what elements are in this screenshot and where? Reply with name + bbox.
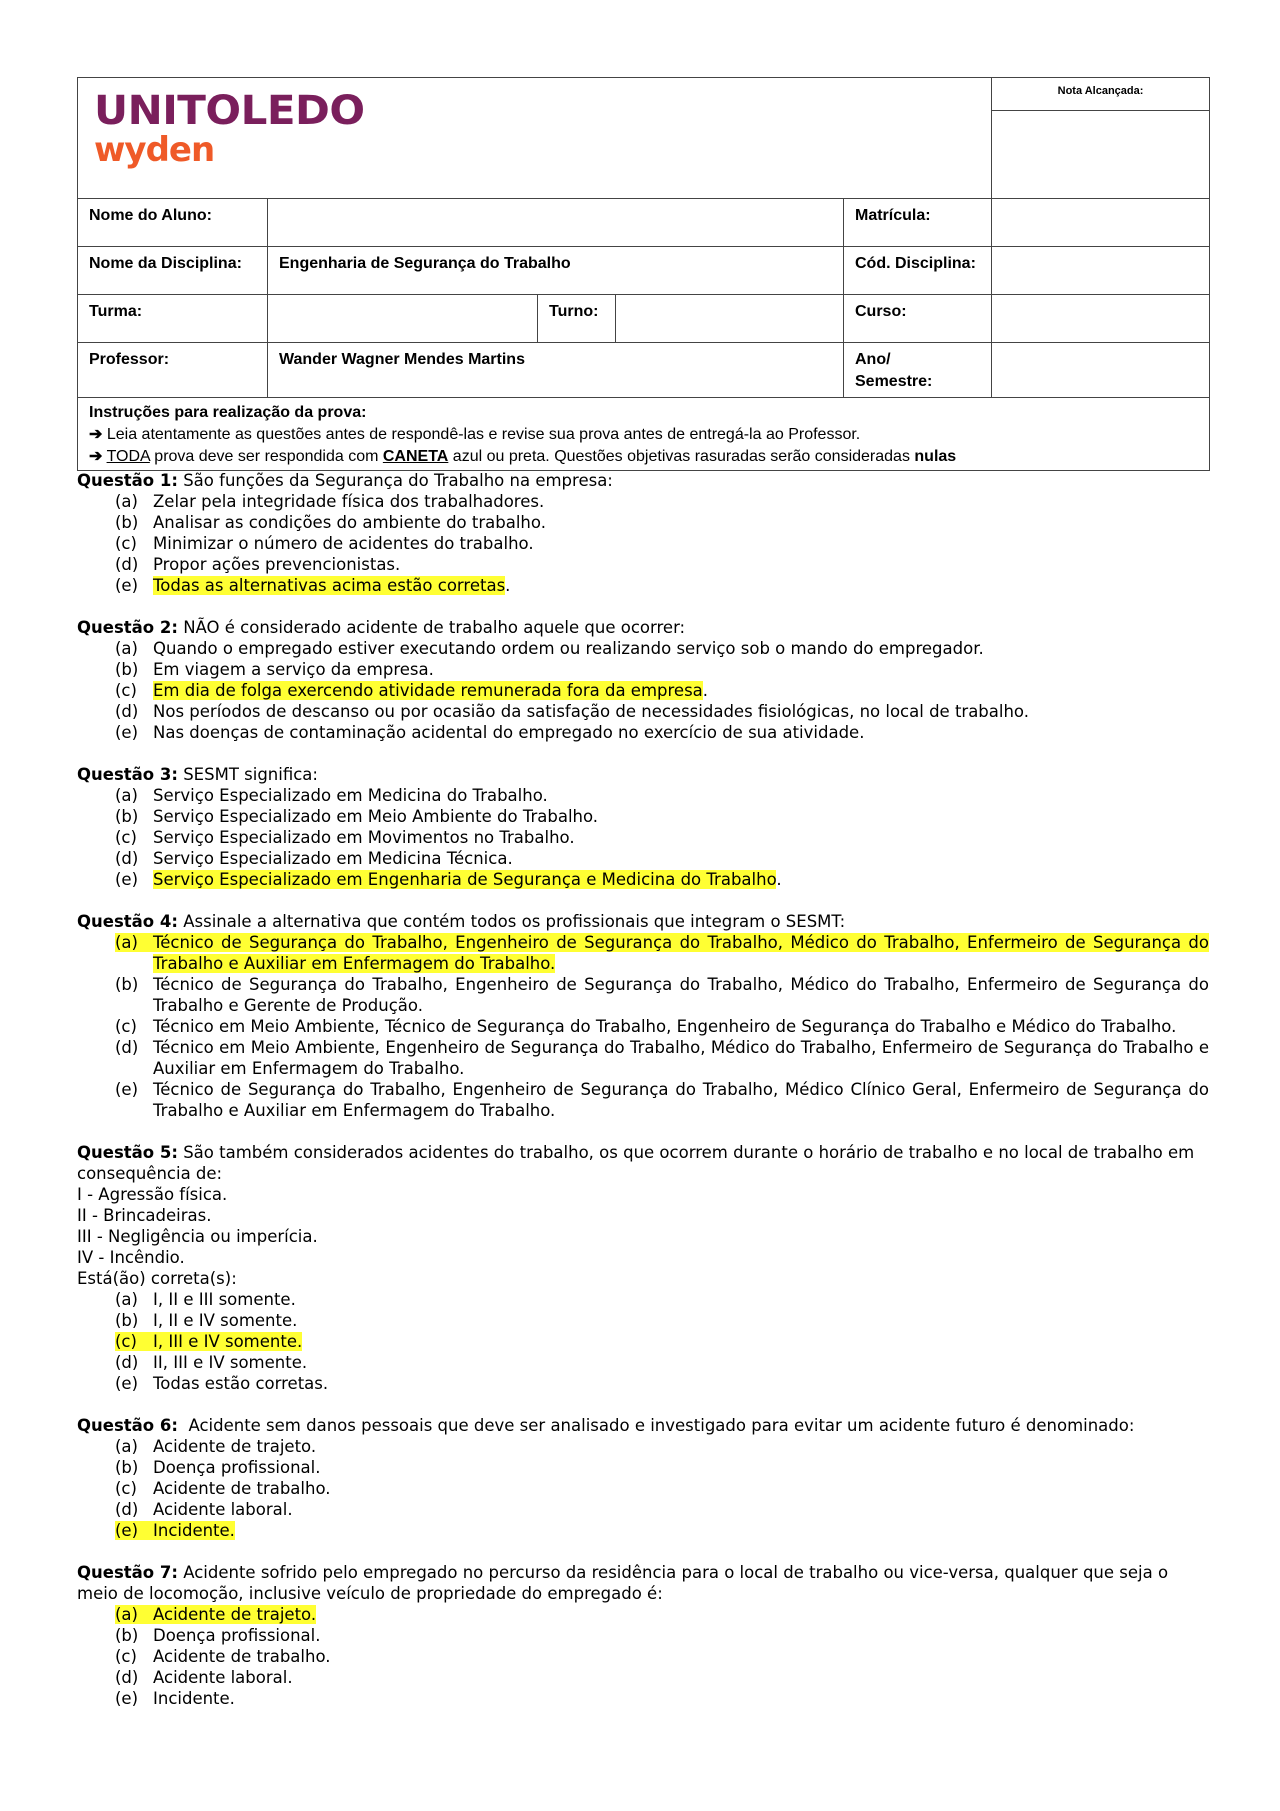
option-text-wrap: [153, 659, 1209, 680]
option-text-wrap: [153, 491, 1209, 512]
option-text: Acidente de trabalho.: [153, 1647, 331, 1666]
ano-semestre-field[interactable]: [992, 343, 1210, 398]
option-text-wrap: [153, 1373, 1209, 1394]
answer-option[interactable]: [77, 1331, 1209, 1352]
questions-list: [77, 470, 1209, 1730]
option-text: Acidente de trabalho.: [153, 1479, 331, 1498]
option-text-wrap: [153, 932, 1209, 974]
option-text: Técnico de Segurança do Trabalho, Engenheiro de Segurança do Trabalho, Médico do Trabalho, Enfermeiro de Segurança do Trabalho e Gerente de Produção.: [153, 975, 1209, 1015]
option-text-wrap: [153, 848, 1209, 869]
option-letter: (e): [115, 1689, 139, 1708]
cod-disciplina-field[interactable]: [992, 247, 1210, 295]
question-statement: São funções da Segurança do Trabalho na empresa:: [177, 471, 613, 490]
answer-option[interactable]: [77, 1688, 1209, 1709]
option-letter: (e): [115, 870, 139, 889]
question-statement: SESMT significa:: [177, 765, 318, 784]
option-letter: (a): [115, 1437, 138, 1456]
answer-option[interactable]: [77, 827, 1209, 848]
option-letter: (b): [115, 807, 139, 826]
instructions: [78, 398, 1210, 471]
answer-option[interactable]: [77, 659, 1209, 680]
option-text: II, III e IV somente.: [153, 1353, 308, 1372]
cod-disciplina-label: Cód. Disciplina:: [844, 247, 992, 295]
option-text: I, II e III somente.: [153, 1290, 296, 1309]
option-text: Doença profissional.: [153, 1626, 321, 1645]
option-text-wrap: [153, 1037, 1209, 1079]
option-letter: [115, 932, 153, 974]
answer-option[interactable]: [77, 512, 1209, 533]
curso-field[interactable]: [992, 295, 1210, 343]
question-label: Questão 7:: [77, 1563, 178, 1582]
question-label: Questão 1:: [77, 471, 178, 490]
option-text-wrap: [153, 1499, 1209, 1520]
option-text-wrap: [153, 785, 1209, 806]
matricula-label: Matrícula:: [844, 199, 992, 247]
question-text: [77, 470, 1209, 491]
logo-cell: [78, 78, 992, 199]
turma-field[interactable]: [268, 295, 538, 343]
aluno-field[interactable]: [268, 199, 844, 247]
exam-header-table: [77, 77, 1210, 471]
option-letter: (b): [115, 660, 139, 679]
option-text-wrap: [153, 554, 1209, 575]
question-label: Questão 5:: [77, 1143, 178, 1162]
option-text: Acidente de trajeto.: [153, 1437, 317, 1456]
answer-option[interactable]: [77, 1478, 1209, 1499]
question-5: [77, 1142, 1209, 1394]
option-text: I, II e IV somente.: [153, 1311, 298, 1330]
answer-option[interactable]: [77, 491, 1209, 512]
option-suffix: .: [776, 870, 782, 889]
option-text-wrap: [153, 1310, 1209, 1331]
option-letter: (d): [115, 1353, 139, 1372]
option-text-wrap: [153, 512, 1209, 533]
option-text: Acidente laboral.: [153, 1500, 293, 1519]
matricula-field[interactable]: [992, 199, 1210, 247]
option-text: Serviço Especializado em Medicina Técnica.: [153, 849, 513, 868]
instructions-title: Instruções para realização da prova:: [89, 404, 367, 421]
option-text: I, III e IV somente.: [153, 1332, 303, 1351]
option-text: Serviço Especializado em Engenharia de Segurança e Medicina do Trabalho: [153, 870, 777, 889]
question-3: [77, 764, 1209, 890]
answer-option[interactable]: [77, 1646, 1209, 1667]
option-letter-highlight: (a): [115, 1605, 158, 1624]
answer-option[interactable]: [77, 1037, 1209, 1079]
arrow-icon: ➔: [89, 448, 103, 465]
question-1: [77, 470, 1209, 596]
answer-option[interactable]: [77, 1667, 1209, 1688]
option-text-wrap: [153, 1016, 1209, 1037]
option-letter: [115, 1331, 153, 1352]
option-text-wrap: [153, 1478, 1209, 1499]
option-text: Acidente de trajeto.: [153, 1605, 317, 1624]
semestre-label: Semestre:: [855, 373, 933, 390]
option-letter: (d): [115, 1668, 139, 1687]
unitoledo-logo: UNITOLEDO: [94, 88, 365, 134]
answer-option[interactable]: [77, 701, 1209, 722]
aluno-label: Nome do Aluno:: [78, 199, 268, 247]
answer-option[interactable]: [77, 1604, 1209, 1625]
question-statement: São também considerados acidentes do trabalho, os que ocorrem durante o horário de trabalho e no local de trabalho em consequência de:: [77, 1143, 1200, 1183]
wyden-logo: wyden: [94, 130, 215, 170]
option-letter: [115, 1604, 153, 1625]
professor-value: Wander Wagner Mendes Martins: [268, 343, 844, 398]
option-text-wrap: [153, 869, 1209, 890]
curso-label: Curso:: [844, 295, 992, 343]
option-text-wrap: [153, 1520, 1209, 1541]
option-letter: (e): [115, 1374, 139, 1393]
question-2: [77, 617, 1209, 743]
option-text: Propor ações prevencionistas.: [153, 555, 401, 574]
option-letter: (e): [115, 723, 139, 742]
option-letter: (a): [115, 639, 138, 658]
instruction-text-2b: azul ou preta. Questões objetivas rasuradas serão consideradas: [448, 448, 915, 465]
option-text-wrap: [153, 680, 1209, 701]
option-text-wrap: [153, 1289, 1209, 1310]
answer-option[interactable]: [77, 1436, 1209, 1457]
instruction-caneta: CANETA: [382, 448, 449, 465]
option-text: Em dia de folga exercendo atividade remunerada fora da empresa: [153, 681, 703, 700]
option-text: Técnico de Segurança do Trabalho, Engenheiro de Segurança do Trabalho, Médico do Trabalho, Enfermeiro de Segurança do Trabalho e Auxiliar em Enfermagem do Trabalho.: [153, 933, 1209, 973]
option-text: Todas estão corretas.: [153, 1374, 329, 1393]
answer-option[interactable]: [77, 533, 1209, 554]
answer-option[interactable]: [77, 932, 1209, 974]
question-statement: Acidente sofrido pelo empregado no percurso da residência para o local de trabalho ou vice-versa, qualquer que seja o meio de locomoção, inclusive veículo de propriedade do empregado é:: [77, 1563, 1174, 1603]
option-text-wrap: [153, 701, 1209, 722]
answer-option[interactable]: [77, 1289, 1209, 1310]
option-text-wrap: [153, 1688, 1209, 1709]
option-text-wrap: [153, 827, 1209, 848]
option-text-wrap: [153, 638, 1209, 659]
professor-label: Professor:: [78, 343, 268, 398]
answer-option[interactable]: [77, 554, 1209, 575]
option-text-wrap: [153, 1352, 1209, 1373]
option-text: Zelar pela integridade física dos trabalhadores.: [153, 492, 545, 511]
option-text: Minimizar o número de acidentes do trabalho.: [153, 534, 534, 553]
option-text: Analisar as condições do ambiente do trabalho.: [153, 513, 546, 532]
option-text-wrap: [153, 575, 1209, 596]
instruction-text-2a: prova deve ser respondida com: [149, 448, 383, 465]
option-letter: [115, 1520, 153, 1541]
turma-label: Turma:: [78, 295, 268, 343]
answer-option[interactable]: [77, 848, 1209, 869]
answer-option[interactable]: [77, 680, 1209, 701]
question-label: Questão 2:: [77, 618, 178, 637]
option-letter-highlight: (e): [115, 1521, 158, 1540]
option-text-wrap: [153, 1436, 1209, 1457]
ano-label: Ano/: [855, 351, 891, 368]
turno-label: Turno:: [538, 295, 616, 343]
option-letter: (d): [115, 1038, 139, 1057]
option-letter: (d): [115, 555, 139, 574]
option-text: Todas as alternativas acima estão corretas: [153, 576, 506, 595]
question-text: [77, 764, 1209, 785]
answer-option[interactable]: [77, 869, 1209, 890]
option-text: Serviço Especializado em Medicina do Trabalho.: [153, 786, 548, 805]
question-statement-line: IV - Incêndio.: [77, 1248, 185, 1267]
question-text: [77, 1415, 1209, 1436]
option-letter: (a): [115, 786, 138, 805]
question-statement-line: Está(ão) correta(s):: [77, 1269, 237, 1288]
question-statement: NÃO é considerado acidente de trabalho aquele que ocorrer:: [177, 618, 686, 637]
disciplina-value: Engenharia de Segurança do Trabalho: [268, 247, 844, 295]
option-text: Técnico em Meio Ambiente, Técnico de Segurança do Trabalho, Engenheiro de Segurança do Trabalho e Médico do Trabalho.: [153, 1017, 1177, 1036]
option-letter-highlight: (a): [115, 933, 158, 952]
question-text: [77, 911, 1209, 932]
answer-option[interactable]: [77, 1499, 1209, 1520]
question-6: [77, 1415, 1209, 1541]
option-text: Técnico de Segurança do Trabalho, Engenheiro de Segurança do Trabalho, Médico Clínico Geral, Enfermeiro de Segurança do Trabalho e Auxiliar em Enfermagem do Trabalho.: [153, 1080, 1209, 1120]
instruction-line-2: [89, 446, 1199, 468]
question-text: [77, 1142, 1209, 1184]
option-letter: (d): [115, 849, 139, 868]
option-letter: (e): [115, 1080, 139, 1099]
question-text: [77, 1562, 1209, 1604]
option-letter: (d): [115, 702, 139, 721]
option-text-wrap: [153, 974, 1209, 1016]
option-text-wrap: [153, 1331, 1209, 1352]
option-text: Nas doenças de contaminação acidental do empregado no exercício de sua atividade.: [153, 723, 865, 742]
option-text-wrap: [153, 533, 1209, 554]
option-letter: (c): [115, 1017, 137, 1036]
disciplina-label: Nome da Disciplina:: [78, 247, 268, 295]
option-text-wrap: [153, 1625, 1209, 1646]
option-text: Serviço Especializado em Movimentos no Trabalho.: [153, 828, 575, 847]
option-letter: (b): [115, 1626, 139, 1645]
option-suffix: .: [702, 681, 709, 700]
option-text-wrap: [153, 806, 1209, 827]
option-letter: (c): [115, 681, 137, 700]
option-letter: (b): [115, 513, 139, 532]
option-letter: (b): [115, 1311, 139, 1330]
answer-option[interactable]: [77, 1016, 1209, 1037]
answer-option[interactable]: [77, 974, 1209, 1016]
option-letter: (a): [115, 1290, 138, 1309]
instruction-nulas: nulas: [914, 448, 957, 465]
option-text-wrap: [153, 1079, 1209, 1121]
option-letter: (c): [115, 1479, 137, 1498]
option-text: Acidente laboral.: [153, 1668, 293, 1687]
question-7: [77, 1562, 1209, 1709]
question-statement-line: III - Negligência ou imperícia.: [77, 1227, 318, 1246]
instruction-line-1: [89, 424, 1199, 446]
option-letter: (a): [115, 492, 138, 511]
option-text-wrap: [153, 1457, 1209, 1478]
answer-option[interactable]: [77, 722, 1209, 743]
option-text-wrap: [153, 1646, 1209, 1667]
instruction-toda: TODA: [106, 448, 150, 465]
question-statement: Assinale a alternativa que contém todos os profissionais que integram o SESMT:: [177, 912, 846, 931]
option-text: Em viagem a serviço da empresa.: [153, 660, 434, 679]
option-letter: (c): [115, 828, 137, 847]
option-letter-highlight: (c): [115, 1332, 157, 1351]
turno-field[interactable]: [616, 295, 844, 343]
option-letter: (c): [115, 1647, 137, 1666]
option-letter: (b): [115, 975, 139, 994]
option-text-wrap: [153, 1604, 1209, 1625]
question-statement-line: II - Brincadeiras.: [77, 1206, 212, 1225]
option-text: Doença profissional.: [153, 1458, 321, 1477]
option-text: Nos períodos de descanso ou por ocasião da satisfação de necessidades fisiológicas, no local de trabalho.: [153, 702, 1029, 721]
answer-option[interactable]: [77, 1520, 1209, 1541]
option-text: Quando o empregado estiver executando ordem ou realizando serviço sob o mando do empregador.: [153, 639, 984, 658]
answer-option[interactable]: [77, 1310, 1209, 1331]
option-letter: (d): [115, 1500, 139, 1519]
option-letter: (c): [115, 534, 137, 553]
option-text-wrap: [153, 722, 1209, 743]
answer-option[interactable]: [77, 575, 1209, 596]
option-text: Técnico em Meio Ambiente, Engenheiro de Segurança do Trabalho, Médico do Trabalho, Enfermeiro de Segurança do Trabalho e Auxiliar em Enfermagem do Trabalho.: [153, 1038, 1209, 1078]
answer-option[interactable]: [77, 1079, 1209, 1121]
answer-option[interactable]: [77, 1373, 1209, 1394]
question-4: [77, 911, 1209, 1121]
question-label: Questão 4:: [77, 912, 178, 931]
ano-semestre-label: [844, 343, 992, 398]
option-text: Incidente.: [153, 1521, 235, 1540]
arrow-icon: ➔: [89, 426, 103, 443]
answer-option[interactable]: [77, 785, 1209, 806]
answer-option[interactable]: [77, 1457, 1209, 1478]
option-letter: (b): [115, 1458, 139, 1477]
question-statement-line: I - Agressão física.: [77, 1185, 228, 1204]
question-label: Questão 6:: [77, 1416, 178, 1435]
option-suffix: .: [505, 576, 511, 595]
answer-option[interactable]: [77, 806, 1209, 827]
answer-option[interactable]: [77, 1352, 1209, 1373]
nota-label: Nota Alcançada:: [992, 78, 1210, 111]
question-label: Questão 3:: [77, 765, 178, 784]
question-statement: Acidente sem danos pessoais que deve ser analisado e investigado para evitar um acidente futuro é denominado:: [177, 1416, 1135, 1435]
option-text: Serviço Especializado em Meio Ambiente do Trabalho.: [153, 807, 599, 826]
nota-field[interactable]: [992, 110, 1210, 198]
question-text: [77, 617, 1209, 638]
answer-option[interactable]: [77, 1625, 1209, 1646]
option-text-wrap: [153, 1667, 1209, 1688]
option-text: Incidente.: [153, 1689, 235, 1708]
instruction-text-1: Leia atentamente as questões antes de respondê-las e revise sua prova antes de entregá-la ao Professor.: [106, 426, 861, 443]
answer-option[interactable]: [77, 638, 1209, 659]
option-letter: (e): [115, 576, 139, 595]
